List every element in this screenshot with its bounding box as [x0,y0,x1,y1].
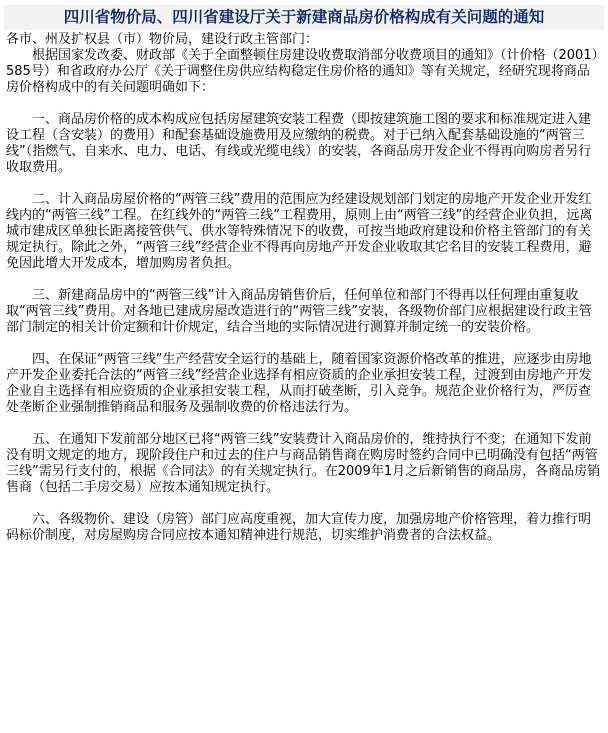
document-body [4,32,604,544]
paragraph-1: 一、商品房价格的成本构成应包括房屋建筑安装工程费（即按建筑施工图的要求和标准规定进入建设工程（含安装）的费用）和配套基础设施费用及应缴纳的税费。对于已纳入配套基础设施的“两管三线”（指燃气、自来水、电力、电话、有线或光缆电线）的安装，各商品房开发企业不得再向购房者另行收取费用。 [6,112,592,175]
document-title: 四川省物价局、四川省建设厅关于新建商品房价格构成有关问题的通知 [4,5,604,30]
paragraph-3: 三、新建商品房中的“两管三线”计入商品房销售价后，任何单位和部门不得再以任何理由重复收取“两管三线”费用。对各地已建成房屋改造进行的“两管三线”安装，各级物价部门应根据建设行政主管部门制定的相关计价定额和计价规定，结合当地的实际情况进行测算并制定统一的安装价格。 [6,288,592,335]
paragraph-5: 五、在通知下发前部分地区已将“两管三线”安装费计入商品房价的，维持执行不变；在通知下发前没有明文规定的地方，现阶段住户和过去的住户与商品销售商在购房时签约合同中已明确没有包括“两管三线”需另行支付的，根据《合同法》的有关规定执行。在2009年1月之后新销售的商品房，各商品房销售商（包括二手房交易）应按本通知规定执行。 [6,432,601,495]
paragraph-2: 二、计入商品房屋价格的“两管三线”费用的范围应为经建设规划部门划定的房地产开发企业开发红线内的“两管三线”工程。在红线外的“两管三线”工程费用，原则上由“两管三线”的经营企业负担，远离城市建成区单独长距离接管供气、供水等特殊情况下的收费，可按当地政府建设和价格主管部门的有关规定执行。除此之外，“两管三线”经营企业不得再向房地产开发企业收取其它名目的安装工程费用，避免因此增大开发成本，增加购房者负担。 [6,192,593,271]
paragraph-6: 六、各级物价、建设（房管）部门应高度重视，加大宣传力度，加强房地产价格管理，着力推行明码标价制度，对房屋购房合同应按本通知精神进行规范，切实维护消费者的合法权益。 [6,512,592,543]
intro-paragraph: 根据国家发改委、财政部《关于全面整顿住房建设收费取消部分收费项目的通知》（计价格（2001）585号）和省政府办公厅《关于调整住房供应结构稳定住房价格的通知》等有关规定，经研究现将商品房价格构成中的有关问题明确如下： [6,48,599,95]
salutation: 各市、州及扩权县（市）物价局，建设行政主管部门： [6,32,319,47]
paragraph-4: 四、在保证“两管三线”生产经营安全运行的基础上，随着国家资源价格改革的推进，应逐步由房地产开发企业委托合法的“两管三线”经营企业选择有相应资质的企业承担安装工程，过渡到由房地产开发企业自主选择有相应资质的企业承担安装工程，从而打破垄断，引入竞争。规范企业价格行为，严厉查处垄断企业强制推销商品和服务及强制收费的价格违法行为。 [6,352,592,415]
